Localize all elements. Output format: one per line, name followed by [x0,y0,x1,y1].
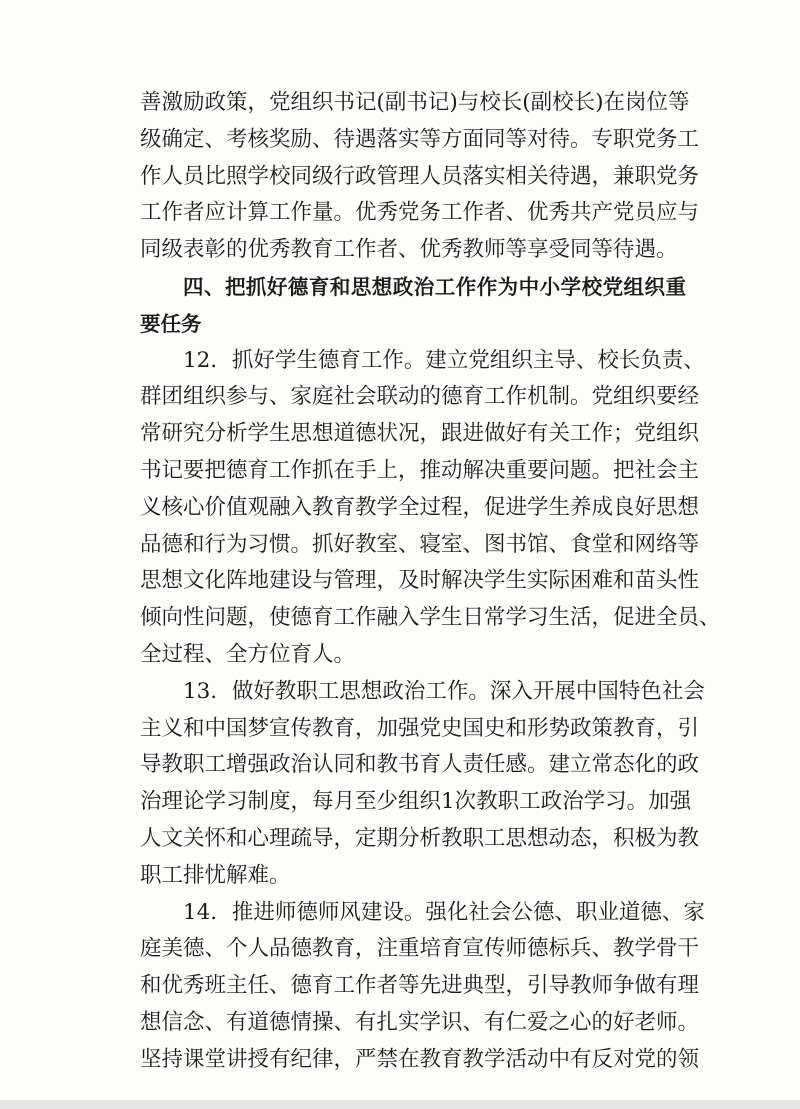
paragraph-start-12: 12．抓好学生德育工作。建立党组织主导、校长负责、 [183,347,705,373]
section-heading: 四、把抓好德育和思想政治工作作为中小学校党组织重 [183,274,686,299]
body-line: 思想文化阵地建设与管理，及时解决学生实际困难和苗头性 [140,568,700,594]
body-line: 职工排忧解难。 [140,862,291,888]
body-line: 工作者应计算工作量。优秀党务工作者、优秀共产党员应与 [140,200,700,226]
body-line: 坚持课堂讲授有纪律，严禁在教育教学活动中有反对党的领 [140,1046,700,1072]
body-line: 全过程、全方位育人。 [140,641,356,667]
body-line: 常研究分析学生思想道德状况，跟进做好有关工作；党组织 [140,421,700,447]
body-line: 级确定、考核奖励、待遇落实等方面同等对待。专职党务工 [140,126,700,152]
body-line: 品德和行为习惯。抓好教室、寝室、图书馆、食堂和网络等 [140,531,700,557]
body-line: 主义和中国梦宣传教育，加强党史国史和形势政策教育，引 [140,715,700,741]
body-line: 人文关怀和心理疏导，定期分析教职工思想动态，积极为教 [140,825,700,851]
body-line: 义核心价值观融入教育教学全过程，促进学生养成良好思想 [140,494,700,520]
section-heading-continued: 要任务 [140,311,202,336]
body-line: 书记要把德育工作抓在手上，推动解决重要问题。把社会主 [140,457,700,483]
paragraph-start-13: 13．做好教职工思想政治工作。深入开展中国特色社会 [183,678,705,704]
paragraph-start-14: 14．推进师德师风建设。强化社会公德、职业道德、家 [183,899,705,925]
body-line: 想信念、有道德情操、有扎实学识、有仁爱之心的好老师。 [140,1009,700,1035]
body-line: 导教职工增强政治认同和教书育人责任感。建立常态化的政 [140,752,700,778]
body-line: 和优秀班主任、德育工作者等先进典型，引导教师争做有理 [140,973,700,999]
document-body [140,85,721,1079]
body-line: 庭美德、个人品德教育，注重培育宣传师德标兵、教学骨干 [140,936,700,962]
body-line: 善激励政策，党组织书记(副书记)与校长(副校长)在岗位等 [140,90,690,115]
body-line: 同级表彰的优秀教育工作者、优秀教师等享受同等待遇。 [140,237,678,263]
body-line: 治理论学习制度，每月至少组织1次教职工政治学习。加强 [140,789,692,815]
body-line: 群团组织参与、家庭社会联动的德育工作机制。党组织要经 [140,384,700,410]
body-line: 作人员比照学校同级行政管理人员落实相关待遇，兼职党务 [140,163,700,189]
scan-bottom-edge [0,1100,800,1109]
body-line: 倾向性问题，使德育工作融入学生日常学习生活，促进全员、 [140,605,721,631]
